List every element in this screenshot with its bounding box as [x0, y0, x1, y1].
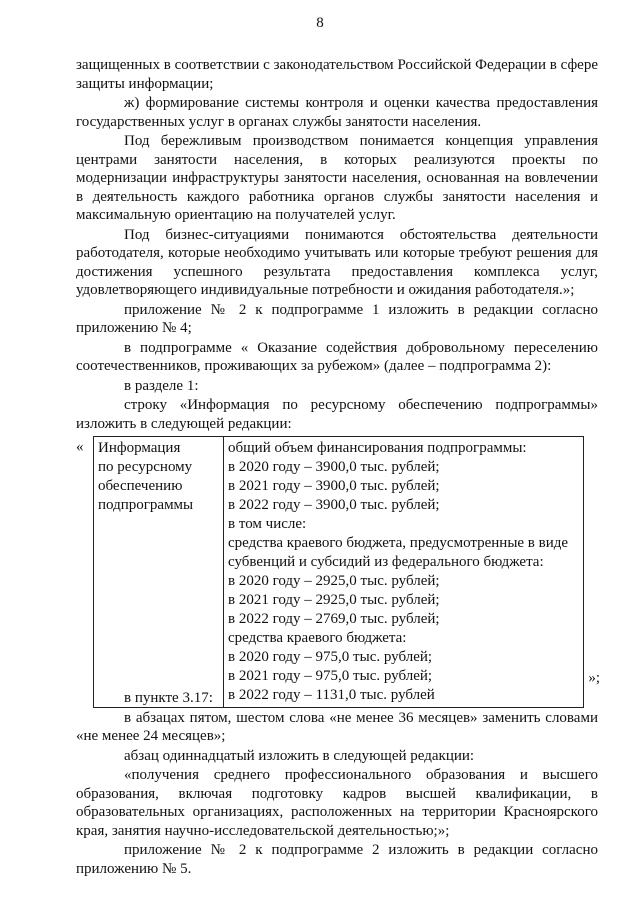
page-number: 8	[316, 15, 324, 31]
table-close-quote: »;	[588, 669, 600, 686]
paragraph-continuation: защищенных в соответствии с законодательством Российской Федерации в сфере защиты информации;	[76, 57, 598, 92]
value-line: в 2021 году – 975,0 тыс. рублей;	[228, 668, 433, 684]
value-line: субвенций и субсидий из федерального бюджета:	[228, 554, 544, 570]
label-line: обеспечению	[98, 478, 183, 494]
paragraph-section-1: в разделе 1:	[124, 377, 199, 394]
table-label-cell	[94, 437, 224, 708]
label-line: подпрограммы	[98, 497, 194, 513]
value-line: в 2020 году – 3900,0 тыс. рублей;	[228, 459, 440, 475]
value-line: в 2020 году – 975,0 тыс. рублей;	[228, 649, 433, 665]
value-line: в 2021 году – 3900,0 тыс. рублей;	[228, 478, 440, 494]
value-line: в том числе:	[228, 516, 307, 532]
table-row	[94, 437, 584, 708]
value-line: в 2022 году – 3900,0 тыс. рублей;	[228, 497, 440, 513]
resource-info-table	[93, 436, 584, 708]
paragraph-appendix-5: приложение № 2 к подпрограмме 2 изложить в редакции согласно приложению № 5.	[76, 842, 598, 877]
value-line: общий объем финансирования подпрограммы:	[228, 440, 527, 456]
table-open-quote: «	[76, 439, 84, 455]
paragraph-row-info: строку «Информация по ресурсному обеспечению подпрограммы» изложить в следующей редакции:	[76, 397, 598, 432]
paragraph-business-situations: Под бизнес-ситуациями понимаются обстоятельства деятельности работодателя, которые необходимо учитывать или которые требуют решения для достижения успешного результата предоставления комплекса услуг, удовлетворяющего индивидуальные потребности и ожидания работодателя.»;	[76, 226, 598, 298]
value-line: в 2020 году – 2925,0 тыс. рублей;	[228, 573, 440, 589]
value-line: в 2021 году – 2925,0 тыс. рублей;	[228, 592, 440, 608]
paragraph-point-3-17: в пункте 3.17:	[124, 690, 213, 706]
paragraph-appendix-4: приложение № 2 к подпрограмме 1 изложить в редакции согласно приложению № 4;	[76, 301, 598, 336]
paragraph-education-quote: «получения среднего профессионального образования и высшего образования, включая подготовку кадров высшей квалификации, в образовательных организациях, расположенных на территории Красноярского края, занятия научно-исследовательской деятельностью;»;	[76, 767, 598, 839]
paragraph-item-zh: ж) формирование системы контроля и оценки качества предоставления государственных услуг в органах службы занятости населения.	[76, 95, 598, 130]
paragraph-eleventh: абзац одиннадцатый изложить в следующей редакции:	[124, 747, 475, 764]
value-line: средства краевого бюджета:	[228, 630, 407, 646]
document-body	[76, 56, 598, 878]
value-line: в 2022 году – 1131,0 тыс. рублей	[228, 687, 435, 703]
paragraph-replace-months: в абзацах пятом, шестом слова «не менее 36 месяцев» заменить словами «не менее 24 месяцев»;	[76, 709, 598, 744]
value-line: средства краевого бюджета, предусмотренные в виде	[228, 535, 569, 551]
value-line: в 2022 году – 2769,0 тыс. рублей;	[228, 611, 440, 627]
paragraph-lean-production: Под бережливым производством понимается концепция управления центрами занятости населения, в которых реализуются проекты по модернизации инфраструктуры занятости населения, основанная на вовлечении в деятельность каждого работника органов службы занятости населения и максимальную ориентацию на получателей услуг.	[76, 133, 598, 223]
label-line: Информация	[98, 440, 181, 456]
table-value-cell	[224, 437, 584, 708]
label-line: по ресурсному	[98, 459, 193, 475]
paragraph-subprogram-2: в подпрограмме « Оказание содействия добровольному переселению соотечественников, проживающих за рубежом» (далее – подпрограмма 2):	[76, 339, 598, 374]
